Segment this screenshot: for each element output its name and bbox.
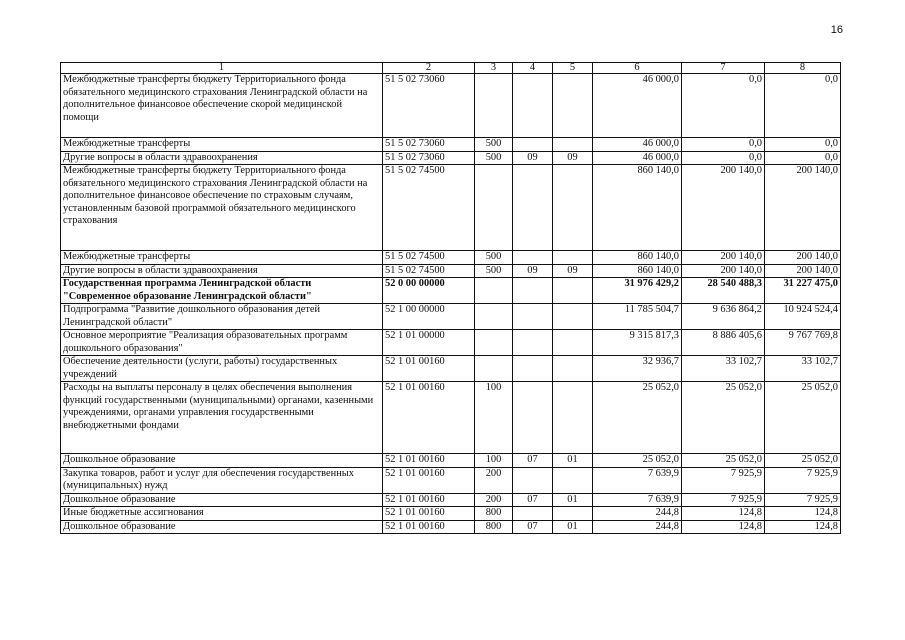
row-value-col7: 9 636 864,2 (682, 304, 765, 330)
column-header: 1 (61, 63, 383, 74)
row-section: 09 (513, 264, 553, 278)
row-value-col8: 0,0 (765, 74, 841, 138)
row-subsection (553, 251, 593, 265)
row-value-col8: 200 140,0 (765, 165, 841, 251)
row-name: Расходы на выплаты персоналу в целях обеспечения выполнения функций государственными (муниципальными) органами, казенными учреждениями, органами управления государственными внебюджетными фондами (61, 382, 383, 454)
column-header: 4 (513, 63, 553, 74)
row-name: Основное мероприятие "Реализация образовательных программ дошкольного образования" (61, 330, 383, 356)
row-code: 52 1 01 00160 (383, 454, 475, 468)
row-section: 07 (513, 454, 553, 468)
table-row (61, 330, 841, 356)
row-value-col6: 11 785 504,7 (593, 304, 682, 330)
row-subsection: 01 (553, 520, 593, 534)
row-value-col8: 25 052,0 (765, 454, 841, 468)
row-value-col8: 124,8 (765, 520, 841, 534)
row-name: Межбюджетные трансферты (61, 251, 383, 265)
row-value-col6: 9 315 817,3 (593, 330, 682, 356)
row-subsection (553, 138, 593, 152)
row-value-col6: 25 052,0 (593, 454, 682, 468)
row-expense-type: 200 (475, 493, 513, 507)
row-expense-type: 500 (475, 151, 513, 165)
table-row (61, 165, 841, 251)
row-code: 51 5 02 74500 (383, 251, 475, 265)
row-code: 51 5 02 73060 (383, 138, 475, 152)
row-subsection (553, 74, 593, 138)
row-name: Дошкольное образование (61, 454, 383, 468)
row-name: Дошкольное образование (61, 493, 383, 507)
table-row (61, 304, 841, 330)
row-value-col7: 25 052,0 (682, 382, 765, 454)
row-section (513, 165, 553, 251)
row-value-col6: 244,8 (593, 520, 682, 534)
row-code: 51 5 02 74500 (383, 165, 475, 251)
row-expense-type (475, 330, 513, 356)
row-code: 52 1 01 00160 (383, 467, 475, 493)
row-section (513, 138, 553, 152)
row-value-col8: 124,8 (765, 507, 841, 521)
table-row (61, 382, 841, 454)
row-value-col6: 7 639,9 (593, 493, 682, 507)
row-section (513, 467, 553, 493)
row-name: Обеспечение деятельности (услуги, работы) государственных учреждений (61, 356, 383, 382)
row-code: 52 1 01 00160 (383, 382, 475, 454)
row-expense-type: 500 (475, 251, 513, 265)
row-value-col6: 860 140,0 (593, 251, 682, 265)
row-expense-type: 500 (475, 264, 513, 278)
row-section (513, 507, 553, 521)
column-header: 8 (765, 63, 841, 74)
row-section (513, 356, 553, 382)
row-value-col8: 200 140,0 (765, 251, 841, 265)
row-code: 52 1 00 00000 (383, 304, 475, 330)
row-subsection (553, 165, 593, 251)
row-value-col6: 25 052,0 (593, 382, 682, 454)
row-name: Подпрограмма "Развитие дошкольного образования детей Ленинградской области" (61, 304, 383, 330)
row-expense-type (475, 74, 513, 138)
row-value-col6: 46 000,0 (593, 74, 682, 138)
row-code: 52 0 00 00000 (383, 278, 475, 304)
row-name: Государственная программа Ленинградской области "Современное образование Ленинградской области" (61, 278, 383, 304)
row-value-col6: 7 639,9 (593, 467, 682, 493)
row-value-col8: 10 924 524,4 (765, 304, 841, 330)
row-value-col7: 7 925,9 (682, 493, 765, 507)
row-value-col6: 860 140,0 (593, 165, 682, 251)
row-value-col7: 0,0 (682, 151, 765, 165)
table-row (61, 251, 841, 265)
row-value-col7: 8 886 405,6 (682, 330, 765, 356)
row-value-col7: 7 925,9 (682, 467, 765, 493)
row-value-col7: 200 140,0 (682, 264, 765, 278)
row-code: 51 5 02 73060 (383, 151, 475, 165)
row-subsection (553, 467, 593, 493)
row-section (513, 330, 553, 356)
row-name: Иные бюджетные ассигнования (61, 507, 383, 521)
row-expense-type: 800 (475, 507, 513, 521)
row-name: Межбюджетные трансферты бюджету Территориального фонда обязательного медицинского страхования Ленинградской области на дополнительное финансовое обеспечение по страховым случаям, установленным базовой программой обязательного медицинского страхования (61, 165, 383, 251)
row-value-col8: 31 227 475,0 (765, 278, 841, 304)
row-value-col7: 0,0 (682, 138, 765, 152)
row-name: Дошкольное образование (61, 520, 383, 534)
row-value-col6: 46 000,0 (593, 151, 682, 165)
row-value-col7: 28 540 488,3 (682, 278, 765, 304)
budget-table (60, 62, 841, 534)
row-expense-type (475, 356, 513, 382)
row-value-col7: 124,8 (682, 520, 765, 534)
row-code: 52 1 01 00160 (383, 520, 475, 534)
row-value-col8: 7 925,9 (765, 493, 841, 507)
row-value-col8: 7 925,9 (765, 467, 841, 493)
row-value-col8: 33 102,7 (765, 356, 841, 382)
row-value-col6: 244,8 (593, 507, 682, 521)
row-subsection (553, 507, 593, 521)
header-row (61, 63, 841, 74)
row-subsection: 01 (553, 454, 593, 468)
table-row (61, 467, 841, 493)
row-value-col6: 860 140,0 (593, 264, 682, 278)
row-name: Другие вопросы в области здравоохранения (61, 264, 383, 278)
row-expense-type: 100 (475, 454, 513, 468)
row-value-col7: 200 140,0 (682, 251, 765, 265)
table-row (61, 507, 841, 521)
column-header: 2 (383, 63, 475, 74)
row-code: 52 1 01 00000 (383, 330, 475, 356)
row-expense-type: 100 (475, 382, 513, 454)
row-name: Другие вопросы в области здравоохранения (61, 151, 383, 165)
row-value-col7: 200 140,0 (682, 165, 765, 251)
table-row (61, 278, 841, 304)
row-expense-type (475, 278, 513, 304)
column-header: 5 (553, 63, 593, 74)
row-subsection: 09 (553, 151, 593, 165)
row-expense-type: 800 (475, 520, 513, 534)
row-subsection (553, 278, 593, 304)
page-number: 16 (830, 24, 843, 36)
table-row (61, 356, 841, 382)
table-row (61, 74, 841, 138)
table-row (61, 520, 841, 534)
row-section (513, 74, 553, 138)
row-code: 52 1 01 00160 (383, 356, 475, 382)
table-row (61, 493, 841, 507)
row-subsection (553, 356, 593, 382)
row-value-col7: 0,0 (682, 74, 765, 138)
row-section (513, 251, 553, 265)
row-value-col8: 0,0 (765, 138, 841, 152)
row-section (513, 278, 553, 304)
row-code: 52 1 01 00160 (383, 493, 475, 507)
row-code: 52 1 01 00160 (383, 507, 475, 521)
row-value-col6: 32 936,7 (593, 356, 682, 382)
row-value-col7: 33 102,7 (682, 356, 765, 382)
row-subsection: 09 (553, 264, 593, 278)
row-value-col6: 31 976 429,2 (593, 278, 682, 304)
row-subsection: 01 (553, 493, 593, 507)
column-header: 6 (593, 63, 682, 74)
row-section (513, 304, 553, 330)
row-expense-type: 200 (475, 467, 513, 493)
row-value-col8: 0,0 (765, 151, 841, 165)
column-header: 7 (682, 63, 765, 74)
table-row (61, 264, 841, 278)
row-code: 51 5 02 73060 (383, 74, 475, 138)
row-value-col7: 124,8 (682, 507, 765, 521)
row-name: Закупка товаров, работ и услуг для обеспечения государственных (муниципальных) нужд (61, 467, 383, 493)
row-subsection (553, 330, 593, 356)
table-row (61, 151, 841, 165)
row-value-col6: 46 000,0 (593, 138, 682, 152)
row-name: Межбюджетные трансферты бюджету Территориального фонда обязательного медицинского страхования Ленинградской области на дополнительное финансовое обеспечение скорой медицинской помощи (61, 74, 383, 138)
row-expense-type (475, 304, 513, 330)
row-expense-type: 500 (475, 138, 513, 152)
row-section (513, 382, 553, 454)
table-row (61, 138, 841, 152)
row-section: 09 (513, 151, 553, 165)
row-section: 07 (513, 520, 553, 534)
table-row (61, 454, 841, 468)
row-subsection (553, 304, 593, 330)
column-header: 3 (475, 63, 513, 74)
row-code: 51 5 02 74500 (383, 264, 475, 278)
row-expense-type (475, 165, 513, 251)
row-section: 07 (513, 493, 553, 507)
row-value-col8: 25 052,0 (765, 382, 841, 454)
row-value-col7: 25 052,0 (682, 454, 765, 468)
row-value-col8: 200 140,0 (765, 264, 841, 278)
row-value-col8: 9 767 769,8 (765, 330, 841, 356)
row-subsection (553, 382, 593, 454)
row-name: Межбюджетные трансферты (61, 138, 383, 152)
